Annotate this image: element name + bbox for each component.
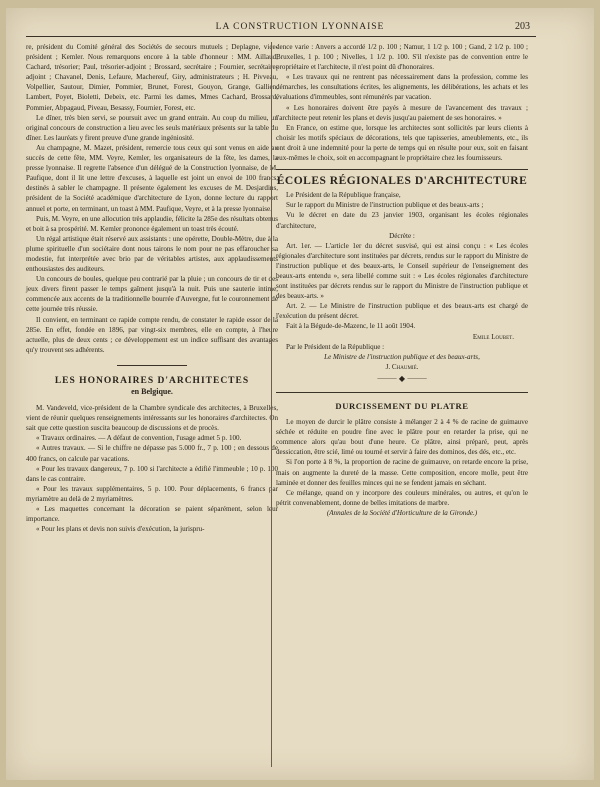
section-divider [276, 392, 528, 393]
paragraph: Un concours de boules, quelque peu contrarié par la pluie ; un concours de tir et des jeux divers firent passer le temps gaîment jusqu'à la nuit. Puis une sauterie intime, commencée aux accents de la traditionnelle bourrée d'Auvergne, fut le couronnement de cette journée très réussie. [26, 275, 278, 314]
page-header [6, 8, 594, 38]
left-column [26, 42, 278, 534]
signature: J. Chaumié. [385, 362, 419, 371]
paragraph: Puis, M. Veyre, en une allocution très applaudie, félicite la 285e des résultats obtenus et boit à sa prospérité. M. Kemler prononce également un toast très écouté. [26, 214, 278, 233]
paragraph: M. Vandeveld, vice-président de la Chambre syndicale des architectes, à Bruxelles, vient de réunir quelques renseignements intéressants sur les honoraires d'architectes. On sait que cette question suscita beaucoup de discussions et de procès. [26, 404, 278, 433]
section-title: LES HONORAIRES D'ARCHITECTES [54, 375, 250, 386]
page-number: 203 [515, 21, 530, 32]
source-citation: (Annales de la Société d'Horticulture de la Gironde.) [326, 508, 478, 517]
page [6, 8, 594, 780]
paragraph: Par le Président de la République : [286, 342, 385, 351]
paragraph: « Les travaux qui ne rentrent pas nécessairement dans la profession, comme les démarches, les consultations écrites, les alignements, les délibérations, les achats et les évaluations d'immeubles, sont rémunérés par vacation. [276, 73, 528, 102]
section-subtitle: en Belgique. [131, 387, 173, 396]
paragraph: Le dîner, très bien servi, se poursuit avec un grand entrain. Au coup du milieu, un original concours de construction a lieu avec les seuls matériaux présents sur la table du dîner. Les lauréats y firent preuve d'une grande ingéniosité. [26, 113, 278, 142]
header-rule [26, 36, 536, 37]
right-column [276, 42, 528, 518]
ornament-separator: ⸻ ◆ ⸻ [376, 373, 428, 383]
paragraph: « Les maquettes concernant la décoration se paient séparément, selon leur importance. [26, 505, 278, 524]
section-title: DURCISSEMENT DU PLATRE [335, 401, 469, 411]
paragraph: re, président du Comité général des Sociétés de secours mutuels ; Deplagne, vice-président ; Kemler. Nous remarquons encore à la table d'honneur : MM. Aillaud, Cachard, trésorier; Paul, trésorier-adjoint ; Brossard, secrétaire ; Fournier, secrétaire-adjoint ; Chavanel, Denis, Lefaure, Machereuf, Giry, administrateurs ; H. Pivveau, Volpellier, Sautour, Dimier, Pommier, Brunet, Forest, Gouyon, Grange, Gallien, Lambert, Poyet, Bioletti, Debeix, etc. Parmi les dames, Mmes Cachard, Brossard, Pommier, Abpagaud, Piveau, Besassy, Fournier, Forest, etc. [26, 43, 278, 112]
signature: Emile Loubet. [472, 332, 514, 341]
paragraph: « Pour les travaux supplémentaires, 5 p. 100. Pour déplacements, 6 francs par myriamètre au delà de 2 myriamètres. [26, 484, 278, 503]
paragraph: Art. 1er. — L'article 1er du décret susvisé, qui est ainsi conçu : « Les écoles régionales d'architecture sont instituées par décrets, rendus sur le rapport du Ministre de l'instruction publique et des beaux-arts, le Conseil supérieur de l'enseignement des beaux-arts entendu », sera libellé comme suit : « Les écoles régionales d'architecture sont instituées par décrets rendus sur le rapport du Ministre de l'instruction publique et des beaux-arts. » [276, 241, 528, 301]
paragraph: Il convient, en terminant ce rapide compte rendu, de constater le rapide essor de la 285e. En effet, fondée en 1896, par vingt-six membres, elle en compte, à l'heure actuelle, plus de deux cents ; ce développement est un indice suffisant des avantages qu'y trouvent ses adhérents. [26, 315, 278, 354]
paragraph: Un régal artistique était réservé aux assistants : une opérette, Double-Mètre, due à la plume spirituelle d'un sociétaire dont nous tairons le nom pour ne pas effaroucher sa modestie, fut interprétée avec brio par de véritables artistes, aux applaudissements enthousiastes des auditeurs. [26, 234, 278, 274]
paragraph: Au champagne, M. Mazet, président, remercie tous ceux qui sont venus en aide au succès de cette fête, MM. Veyre, Kemler, les organisateurs de la fête, les dames, la presse lyonnaise. Il regrette l'absence d'un délégué de la Construction lyonnaise, de M. Paufique, dont il lit une lettre d'excuses, à laquelle est joint un envoi de 100 francs, destinés à sabler le champagne. Il présente également les excuses de M. Desjardins, président de la Société académique d'architecture de Lyon, donne lecture du rapport annuel et porte, en terminant, un toast à MM. Paufique, Veyre, et à la presse lyonnaise. [26, 143, 278, 213]
section-divider [276, 169, 528, 170]
paragraph: Art. 2. — Le Ministre de l'instruction publique et des beaux-arts est chargé de l'exécution du présent décret. [276, 302, 528, 321]
paragraph: Si l'on porte à 8 %, la proportion de racine de guimauve, on retarde encore la prise, mais on augmente la dureté de la masse. Cette composition, encore molle, peut être laminée et donner des feuilles minces qui ne se fendent jamais en séchant. [276, 458, 528, 487]
paragraph: En France, on estime que, lorsque les architectes sont sollicités par leurs clients à choisir les motifs spéciaux de décorations, tels que tapisseries, ameublements, etc., ils ont droit à une indemnité pour la perte de temps qui en résulte pour eux, soit en faisant eux-mêmes le choix, soit en accompagnant le propriétaire chez les fournisseurs. [276, 123, 528, 163]
paragraph: Le Ministre de l'instruction publique et des beaux-arts, [324, 352, 480, 361]
paragraph: Vu le décret en date du 23 janvier 1903, organisant les écoles régionales d'architecture, [276, 211, 528, 230]
paragraph: Fait à la Bégude-de-Mazenc, le 11 août 1904. [286, 322, 416, 331]
paragraph: Décrète : [389, 231, 415, 240]
paragraph: « Pour les travaux dangereux, 7 p. 100 si l'architecte a édifié l'immeuble ; 10 p. 100 dans le cas contraire. [26, 464, 278, 483]
paragraph: « Autres travaux. — Si le chiffre ne dépasse pas 5.000 fr., 7 p. 100 ; en dessous de 400 francs, on calcule par vacations. [26, 444, 278, 463]
column-divider [271, 42, 272, 767]
running-title: LA CONSTRUCTION LYONNAISE [215, 22, 385, 32]
paragraph: « Travaux ordinaires. — A défaut de convention, l'usage admet 5 p. 100. [36, 434, 242, 443]
paragraph: Le moyen de durcir le plâtre consiste à mélanger 2 à 4 % de racine de guimauve séchée et réduite en poudre fine avec le plâtre pour en retarder la prise, qui ne commence alors qu'au bout d'une heure. Ce plâtre, ainsi préparé, peut, après dessiccation, être scié, limé ou tourné et servir à faire des dominos, des dés, etc., etc. [276, 418, 528, 457]
paragraph: dence varie : Anvers a accordé 1/2 p. 100 ; Namur, 1 1/2 p. 100 ; Gand, 2 1/2 p. 100 ; Bruxelles, 1 p. 100 ; Nivelles, 1 1/2 p. 100. S'il n'existe pas de convention entre le propriétaire et l'architecte, il n'est point dû d'honoraires. [276, 43, 528, 72]
paragraph: « Les honoraires doivent être payés à mesure de l'avancement des travaux ; l'architecte peut retenir les plans et devis jusqu'au paiement de ses honoraires. » [276, 103, 528, 122]
paragraph: Le Président de la République française, [286, 191, 401, 200]
section-title: ÉCOLES RÉGIONALES D'ARCHITECTURE [276, 175, 528, 188]
section-divider [117, 365, 187, 366]
paragraph: « Pour les plans et devis non suivis d'exécution, la jurispru- [36, 525, 205, 534]
paragraph: Ce mélange, quand on y incorpore des couleurs minérales, ou autres, et qu'on le pétrit convenablement, donne de belles imitations de marbre. [276, 488, 528, 507]
paragraph: Sur le rapport du Ministre de l'instruction publique et des beaux-arts ; [286, 201, 484, 210]
